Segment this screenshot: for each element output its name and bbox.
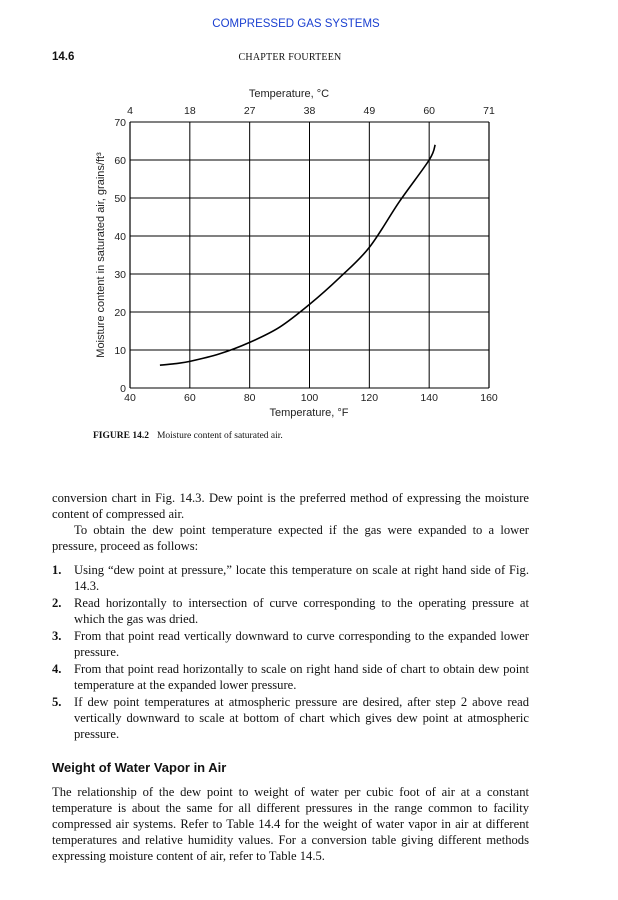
- x-tick-label: 140: [420, 392, 438, 404]
- step-text: Using “dew point at pressure,” locate this temperature on scale at right hand side of Fig. 14.3.: [74, 563, 529, 593]
- step-text: From that point read horizontally to scale on right hand side of chart to obtain dew point temperature at the expanded lower pressure.: [74, 662, 529, 692]
- paragraph: The relationship of the dew point to weight of water per cubic foot of air at a constant temperature is about the same for all different pressures in the range common to facility compressed air systems. Refer to Table 14.4 for the weight of water vapor in air at different temperatures and relative humidity values. For a conversion table giving different methods expressing moisture content of air, refer to Table 14.5.: [52, 785, 529, 863]
- list-item: [52, 694, 529, 742]
- x2-tick-label: 27: [243, 105, 256, 117]
- figure-caption-text: Moisture content of saturated air.: [156, 431, 283, 441]
- list-item: [52, 661, 529, 693]
- y-tick-label: 70: [114, 117, 126, 129]
- section-heading: Weight of Water Vapor in Air: [52, 760, 227, 775]
- x-tick-label: 40: [124, 392, 136, 404]
- y-tick-label: 60: [114, 155, 126, 167]
- x-tick-label: 160: [480, 392, 498, 404]
- x2-tick-label: 18: [183, 105, 196, 117]
- y-tick-label: 30: [114, 269, 126, 281]
- x2-tick-label: 60: [423, 105, 436, 117]
- step-number: 4.: [52, 662, 62, 676]
- y-tick-label: 40: [114, 231, 126, 243]
- x-tick-label: 80: [243, 392, 256, 404]
- step-number: 3.: [52, 629, 62, 643]
- step-number: 2.: [52, 596, 62, 610]
- y-axis-label: Moisture content in saturated air, grains/ft³: [95, 152, 107, 358]
- list-item: [52, 595, 529, 627]
- chapter-title: CHAPTER FOURTEEN: [238, 52, 342, 63]
- x-tick-label: 120: [360, 392, 379, 404]
- y-tick-label: 20: [114, 307, 126, 319]
- step-text: From that point read vertically downward to curve corresponding to the expanded lower pressure.: [74, 629, 529, 659]
- moisture-chart: [88, 80, 508, 420]
- x-tick-label: 100: [300, 392, 319, 404]
- step-number: 5.: [52, 695, 62, 709]
- x2-tick-label: 4: [127, 105, 133, 117]
- y-tick-label: 0: [120, 383, 126, 395]
- saturation-curve: [160, 145, 435, 365]
- step-text: If dew point temperatures at atmospheric pressure are desired, after step 2 above read vertically downward to scale at bottom of chart which gives dew point at atmospheric pressure.: [74, 695, 529, 741]
- figure-caption: [93, 431, 283, 441]
- step-number: 1.: [52, 563, 62, 577]
- paragraph: conversion chart in Fig. 14.3. Dew point is the preferred method of expressing the moisture content of compressed air.: [52, 491, 529, 521]
- page-number: 14.6: [52, 51, 75, 63]
- paragraph: To obtain the dew point temperature expected if the gas were expanded to a lower pressure, proceed as follows:: [52, 523, 529, 553]
- steps-list: [52, 562, 529, 742]
- body-text-2: [52, 784, 529, 864]
- list-item: [52, 562, 529, 594]
- running-head: COMPRESSED GAS SYSTEMS: [212, 18, 380, 30]
- figure-label: FIGURE 14.2: [93, 431, 149, 441]
- y-tick-label: 10: [114, 345, 126, 357]
- x-tick-label: 60: [183, 392, 196, 404]
- body-text: [52, 490, 529, 743]
- x2-tick-label: 49: [363, 105, 376, 117]
- x2-tick-label: 38: [303, 105, 316, 117]
- step-text: Read horizontally to intersection of curve corresponding to the operating pressure at which the gas was dried.: [74, 596, 529, 626]
- list-item: [52, 628, 529, 660]
- x-axis-label: Temperature, °F: [269, 407, 349, 419]
- y-tick-label: 50: [114, 193, 126, 205]
- x2-axis-label: Temperature, °C: [248, 88, 330, 100]
- x2-tick-label: 71: [483, 105, 495, 117]
